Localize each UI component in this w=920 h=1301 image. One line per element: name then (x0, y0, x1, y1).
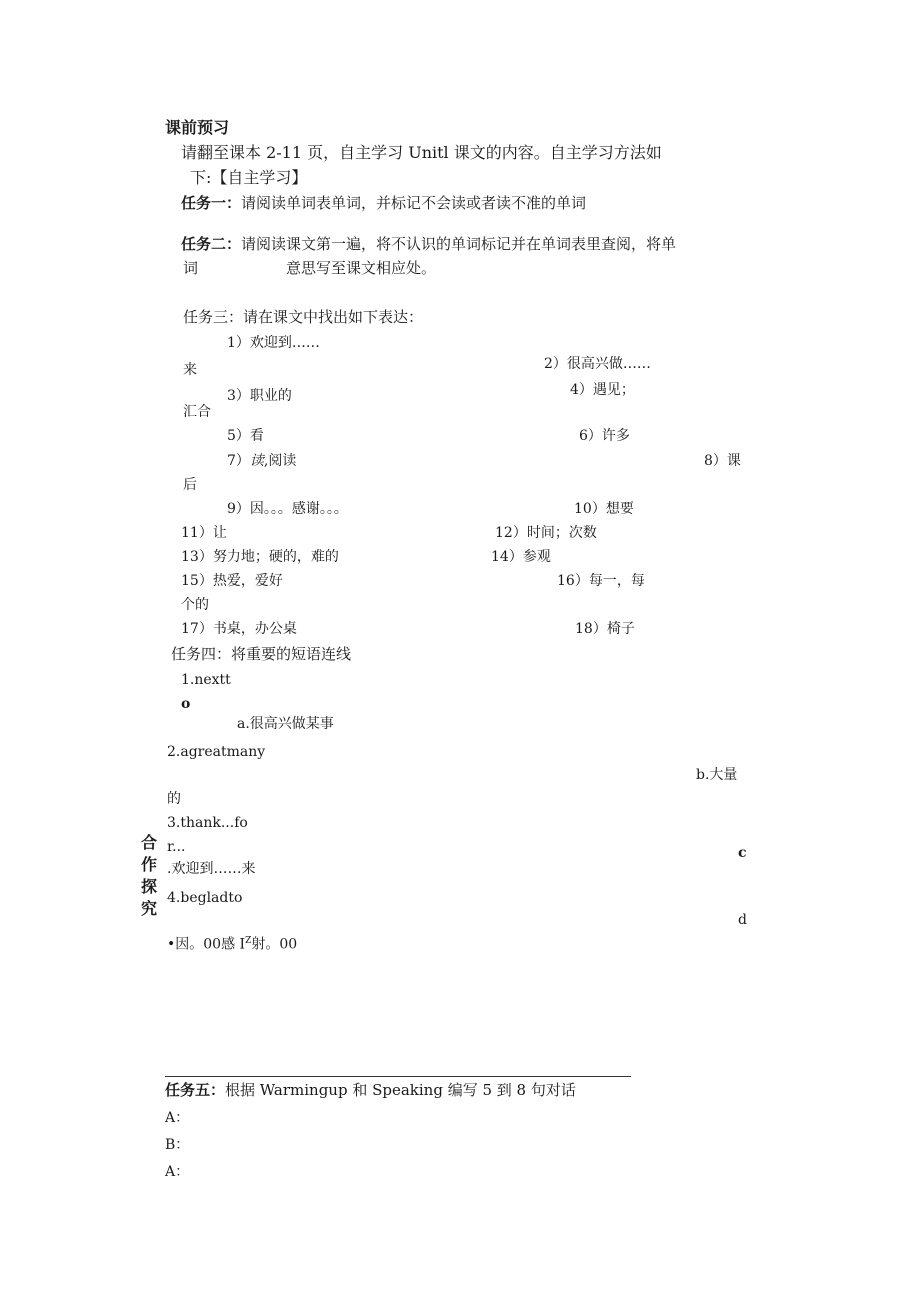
side-label-char: 究 (141, 899, 158, 918)
task4-item: r... (167, 839, 186, 855)
task2-line-1 (181, 237, 676, 252)
task4-title: 任务四：将重要的短语连线 (171, 645, 352, 663)
task3-item: 5）看 (227, 428, 264, 444)
task4-item: d (738, 912, 747, 928)
task5-label: 任务五： (165, 1081, 226, 1099)
task1-text: 请阅读单词表单词，并标记不会读或者读不准的单词 (241, 194, 587, 212)
task3-title: 任务三：请在课文中找出如下表达： (183, 308, 424, 326)
task3-item: 11）让 (181, 525, 227, 541)
side-label-char: 探 (141, 877, 158, 896)
task3-item (227, 454, 296, 468)
task3-item: 17）书桌，办公桌 (181, 621, 297, 637)
task1-label: 任务一： (181, 194, 242, 212)
task4-item: c (738, 845, 747, 861)
task5 (165, 1083, 576, 1098)
task2-label: 任务二： (181, 235, 242, 253)
task3-item: 个的 (181, 597, 209, 613)
dialogue-line: B： (165, 1137, 190, 1153)
task4-item: 4.begladto (167, 890, 243, 906)
page-title: 课前预习 (165, 118, 230, 137)
task4-item: 1.nextt (181, 672, 231, 688)
task4-item (167, 937, 297, 952)
task3-item: 10）想要 (574, 501, 634, 517)
task3-item: 12）时间；次数 (495, 525, 597, 541)
task4-item: o (181, 696, 191, 712)
task3-item: 8）课 (704, 453, 741, 469)
task2-line-2b: 意思写至课文相应处。 (286, 259, 437, 277)
task4-item: 的 (167, 791, 181, 807)
section-divider (165, 1076, 631, 1077)
task4-item-d-part-1: •因。00感 I (167, 936, 246, 953)
task1 (181, 196, 586, 211)
task4-item: 3.thank...fo (167, 815, 248, 831)
task3-item: 14）参观 (491, 549, 551, 565)
task4-item: a.很高兴做某事 (237, 716, 334, 732)
task3-item: 18）椅子 (575, 621, 635, 637)
task3-item: 13）努力地；硬的，难的 (181, 549, 339, 565)
side-label-char: 作 (141, 855, 158, 874)
task4-item: .欢迎到……来 (167, 861, 256, 877)
dialogue-line: A： (165, 1110, 190, 1126)
task3-item: 3）职业的 (227, 388, 292, 404)
side-label-char: 合 (141, 833, 158, 852)
task3-item: 来 (183, 362, 197, 378)
task3-item: 9）因。。。感谢。。。 (227, 501, 348, 517)
dialogue-line: A： (165, 1164, 190, 1180)
task5-text: 根据 Warmingup 和 Speaking 编写 5 到 8 句对话 (225, 1081, 576, 1099)
task4-item-d-sup: Z (245, 936, 252, 946)
task3-item: 汇合 (183, 404, 211, 420)
task4-item: 2.agreatmany (167, 744, 266, 760)
task3-item-7-num: 7） (227, 453, 250, 469)
intro-line-1: 请翻至课本 2-11 页，自主学习 Unitl 课文的内容。自主学习方法如 (181, 143, 662, 162)
intro-line-2: 下:【自主学习】 (190, 168, 308, 187)
task4-item: b.大量 (696, 767, 738, 783)
task2-text-1: 请阅读课文第一遍，将不认识的单词标记并在单词表里查阅，将单 (241, 235, 677, 253)
task2-line-2a: 词 (183, 259, 199, 277)
task3-item: 1）欢迎到…… (227, 335, 320, 351)
task3-item: 4）遇见； (570, 382, 635, 398)
task3-item: 2）很高兴做…… (544, 356, 651, 372)
task3-item-7-italic: 读 (249, 453, 264, 469)
task3-item: 后 (183, 477, 197, 493)
task3-item: 16）每一，每 (557, 573, 645, 589)
task3-item: 6）许多 (579, 428, 630, 444)
side-label (141, 832, 159, 920)
task3-item: 15）热爱，爱好 (181, 573, 283, 589)
task4-item-d-part-2: 射。00 (251, 936, 298, 953)
task3-item-7-rest: ,阅读 (263, 453, 297, 469)
